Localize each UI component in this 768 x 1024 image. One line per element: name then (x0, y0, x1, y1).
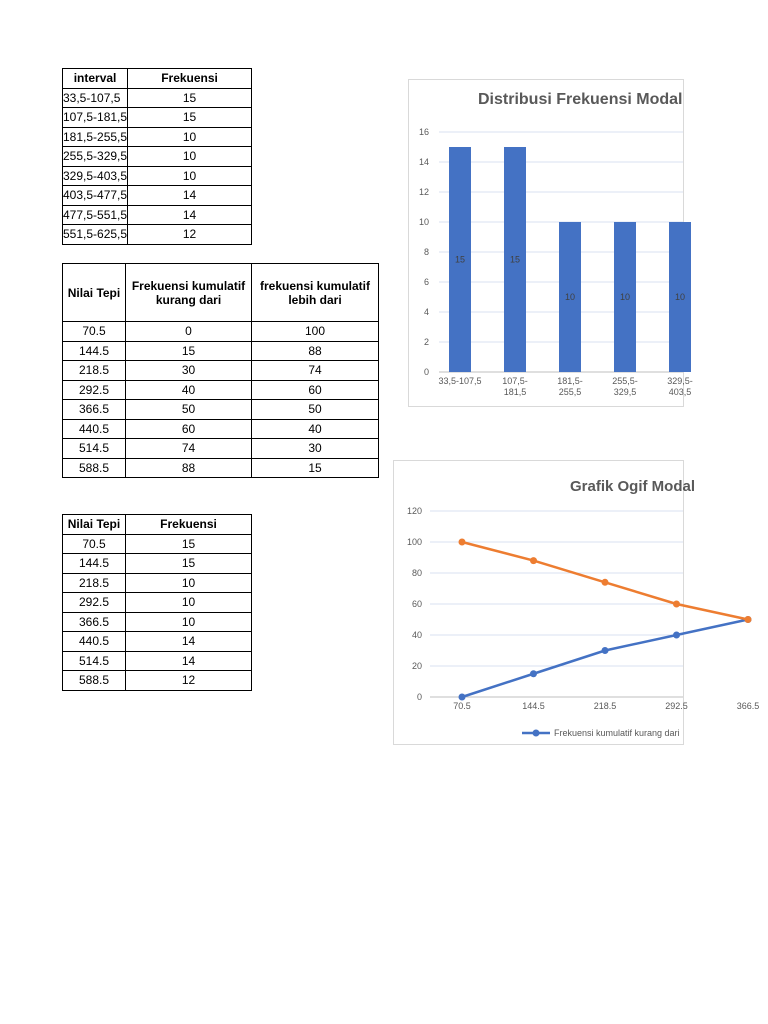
header-interval: interval (63, 69, 128, 89)
nilai-tepi-cell: 514.5 (63, 651, 126, 671)
frequency-cell: 15 (126, 554, 252, 574)
interval-cell: 329,5-403,5 (63, 166, 128, 186)
cumulative-frequency-table (62, 263, 379, 478)
data-label: 15 (454, 254, 466, 265)
x-tick-label: 181,5- (557, 376, 583, 386)
table-header-row (63, 69, 252, 89)
kurang-dari-cell: 15 (126, 341, 252, 361)
lebih-dari-cell: 30 (252, 439, 379, 459)
table-row (63, 534, 252, 554)
nilai-tepi-cell: 292.5 (63, 380, 126, 400)
header-nilai-tepi: Nilai Tepi (63, 515, 126, 535)
table-row (63, 186, 252, 206)
line-chart-svg (394, 461, 760, 744)
x-tick-label: 366.5 (736, 701, 760, 711)
y-tick-label: 20 (411, 661, 422, 671)
frequency-cell: 10 (126, 593, 252, 613)
frequency-cell: 14 (128, 205, 252, 225)
series-point (602, 647, 609, 654)
nilai-tepi-cell: 514.5 (63, 439, 126, 459)
kurang-dari-cell: 50 (126, 400, 252, 420)
table-row (63, 205, 252, 225)
lebih-dari-cell: 40 (252, 419, 379, 439)
series-point (459, 539, 466, 546)
frequency-cell: 12 (126, 671, 252, 691)
x-tick-label: 107,5- (502, 376, 528, 386)
table-row (63, 554, 252, 574)
header-frekuensi: Frekuensi (128, 69, 252, 89)
lebih-dari-cell: 15 (252, 458, 379, 478)
nilai-tepi-cell: 588.5 (63, 671, 126, 691)
data-label: 10 (564, 292, 576, 302)
table-row (63, 361, 379, 381)
chart-title: Distribusi Frekuensi Modal (478, 91, 683, 108)
y-tick-label: 80 (411, 568, 422, 578)
x-tick-label: 329,5 (613, 387, 637, 397)
y-tick-label: 4 (423, 307, 429, 317)
frequency-cell: 14 (126, 651, 252, 671)
interval-cell: 477,5-551,5 (63, 205, 128, 225)
x-tick-label: 403,5 (668, 387, 692, 397)
frequency-cell: 10 (128, 166, 252, 186)
frequency-cell: 10 (128, 127, 252, 147)
x-tick-label: 181,5 (503, 387, 527, 397)
series-line (462, 620, 748, 698)
frequency-cell: 10 (126, 612, 252, 632)
nilai-tepi-cell: 366.5 (63, 612, 126, 632)
nilai-tepi-cell: 440.5 (63, 632, 126, 652)
y-tick-label: 0 (423, 367, 429, 377)
interval-cell: 551,5-625,5 (63, 225, 128, 245)
y-tick-label: 12 (418, 187, 429, 197)
lebih-dari-cell: 74 (252, 361, 379, 381)
kurang-dari-cell: 88 (126, 458, 252, 478)
kurang-dari-cell: 60 (126, 419, 252, 439)
x-tick-label: 218.5 (593, 701, 617, 711)
kurang-dari-cell: 0 (126, 322, 252, 342)
table-row (63, 225, 252, 245)
x-tick-label: 33,5-107,5 (438, 376, 482, 386)
y-tick-label: 2 (423, 337, 429, 347)
nilai-tepi-cell: 70.5 (63, 534, 126, 554)
frequency-cell: 14 (126, 632, 252, 652)
y-tick-label: 8 (423, 247, 429, 257)
bar-chart-svg (409, 80, 693, 406)
table-row (63, 166, 252, 186)
table-row (63, 439, 379, 459)
x-tick-label: 292.5 (665, 701, 688, 711)
table-row (63, 380, 379, 400)
lebih-dari-cell: 60 (252, 380, 379, 400)
interval-cell: 107,5-181,5 (63, 108, 128, 128)
header-kumulatif-kurang: Frekuensi kumulatif kurang dari (126, 264, 252, 322)
data-label: 15 (509, 254, 521, 265)
table-row (63, 632, 252, 652)
y-tick-label: 0 (416, 692, 422, 702)
frequency-cell: 15 (128, 88, 252, 108)
interval-cell: 255,5-329,5 (63, 147, 128, 167)
nilai-tepi-frequency-table (62, 514, 252, 691)
series-point (459, 694, 466, 701)
x-tick-label: 255,5- (612, 376, 638, 386)
table-row (63, 127, 252, 147)
nilai-tepi-cell: 440.5 (63, 419, 126, 439)
lebih-dari-cell: 50 (252, 400, 379, 420)
table-row (63, 419, 379, 439)
line-chart-ogif (393, 460, 760, 745)
table-row (63, 88, 252, 108)
frequency-cell: 15 (128, 108, 252, 128)
table-row (63, 341, 379, 361)
nilai-tepi-cell: 218.5 (63, 361, 126, 381)
interval-cell: 33,5-107,5 (63, 88, 128, 108)
table-header-row (63, 264, 379, 322)
table-row (63, 593, 252, 613)
table-row (63, 671, 252, 691)
x-tick-label: 329,5- (667, 376, 693, 386)
legend-label: Frekuensi kumulatif kurang dari (554, 728, 680, 738)
nilai-tepi-cell: 218.5 (63, 573, 126, 593)
bar-chart-distribusi (408, 79, 693, 407)
frequency-cell: 12 (128, 225, 252, 245)
table-row (63, 400, 379, 420)
frequency-cell: 15 (126, 534, 252, 554)
table-row (63, 573, 252, 593)
legend-marker (533, 730, 540, 737)
lebih-dari-cell: 88 (252, 341, 379, 361)
series-point (530, 557, 537, 564)
kurang-dari-cell: 40 (126, 380, 252, 400)
y-tick-label: 40 (411, 630, 422, 640)
y-tick-label: 14 (418, 157, 429, 167)
x-tick-label: 255,5 (558, 387, 582, 397)
series-point (745, 616, 752, 623)
series-point (673, 632, 680, 639)
interval-frequency-table (62, 68, 252, 245)
interval-cell: 403,5-477,5 (63, 186, 128, 206)
table-row (63, 147, 252, 167)
frequency-cell: 14 (128, 186, 252, 206)
data-label: 10 (619, 292, 631, 302)
table-row (63, 108, 252, 128)
kurang-dari-cell: 74 (126, 439, 252, 459)
y-tick-label: 120 (406, 506, 422, 516)
y-tick-label: 6 (423, 277, 429, 287)
x-tick-label: 70.5 (453, 701, 471, 711)
nilai-tepi-cell: 144.5 (63, 554, 126, 574)
y-tick-label: 100 (406, 537, 422, 547)
table-header-row (63, 515, 252, 535)
series-point (673, 601, 680, 608)
table-row (63, 322, 379, 342)
x-tick-label: 144.5 (522, 701, 545, 711)
series-point (530, 670, 537, 677)
data-label: 10 (674, 292, 686, 302)
nilai-tepi-cell: 588.5 (63, 458, 126, 478)
table-row (63, 612, 252, 632)
y-tick-label: 16 (418, 127, 429, 137)
frequency-cell: 10 (128, 147, 252, 167)
interval-cell: 181,5-255,5 (63, 127, 128, 147)
y-tick-label: 10 (418, 217, 429, 227)
y-tick-label: 60 (411, 599, 422, 609)
kurang-dari-cell: 30 (126, 361, 252, 381)
nilai-tepi-cell: 366.5 (63, 400, 126, 420)
header-nilai-tepi: Nilai Tepi (63, 264, 126, 322)
header-kumulatif-lebih: frekuensi kumulatif lebih dari (252, 264, 379, 322)
header-frekuensi: Frekuensi (126, 515, 252, 535)
table-row (63, 651, 252, 671)
nilai-tepi-cell: 70.5 (63, 322, 126, 342)
chart-title: Grafik Ogif Modal (570, 478, 696, 495)
series-point (602, 579, 609, 586)
table-row (63, 458, 379, 478)
nilai-tepi-cell: 144.5 (63, 341, 126, 361)
frequency-cell: 10 (126, 573, 252, 593)
lebih-dari-cell: 100 (252, 322, 379, 342)
nilai-tepi-cell: 292.5 (63, 593, 126, 613)
